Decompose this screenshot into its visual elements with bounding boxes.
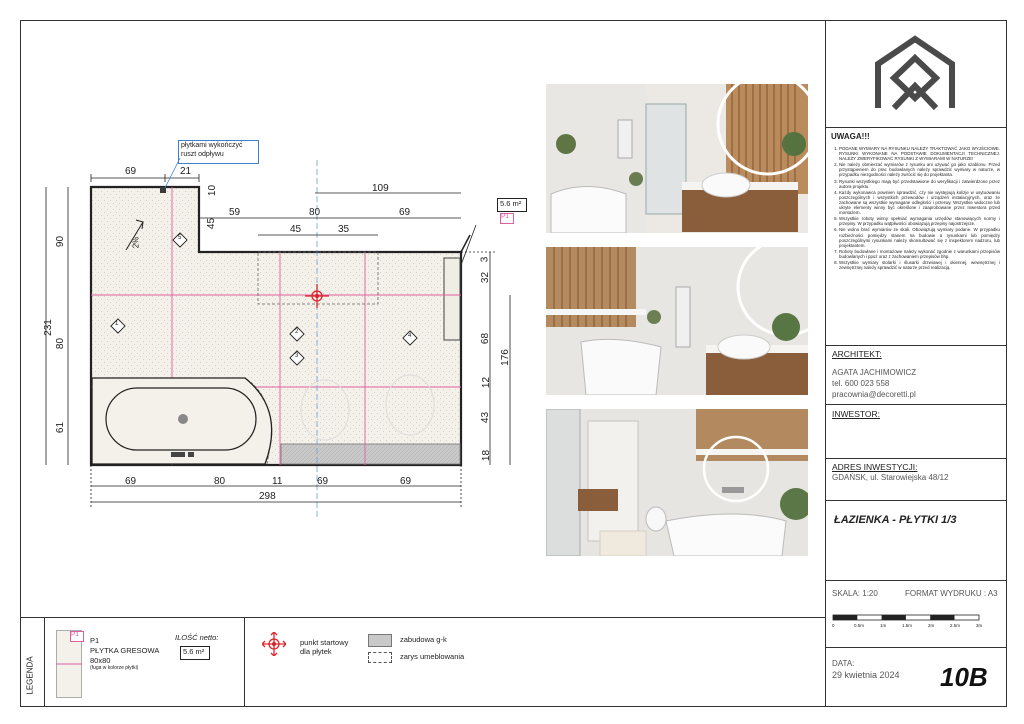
dim-label: 18	[481, 449, 493, 462]
dim-label: 21	[180, 166, 192, 177]
dim-label: 68	[480, 332, 492, 345]
titleblock-row-scale	[825, 580, 1007, 581]
note-item: 1. PODANE WYMIARY NA RYSUNKU NALEŻY TRAKTOWAĆ JAKO WYJŚCIOWE. RYSUNKI WYKONANE NA PODSTAWIE DOKUMENTACJI TECHNICZNEJ. NALEŻY ZWERYFIKOWAĆ RYSUNKI Z WYMIARAMI W NATURZE!	[839, 146, 1000, 161]
scale-tick: 3m	[976, 623, 983, 628]
legend-tile-code-2: P1	[90, 636, 100, 645]
scale-bar	[832, 614, 982, 622]
note-item: 4. Każdy wykonawca powinien sprawdzić, czy nie występują kolizje w usytuowaniu poszczególnych i wszystkich przewodów i urządzeń instalacyjnych, oraz że zachowane są wszystkie wymagane odległości i przerwy. Wszystkie widoczne lub ukryte elementy winny być określone i zaaprobowane przez Inwestora przed montażem.	[839, 190, 1000, 215]
dim-label: 32	[480, 271, 492, 284]
format-label: FORMAT WYDRUKU : A3	[905, 589, 998, 598]
dim-label: 69	[399, 207, 411, 218]
titleblock-row-title	[825, 500, 1007, 501]
dim-label: 90	[55, 235, 67, 248]
dim-label: 59	[229, 207, 241, 218]
dim-label: 69	[400, 476, 412, 487]
dim-label: 35	[338, 224, 350, 235]
address-label: ADRES INWESTYCJI:	[832, 462, 918, 472]
scale-tick: 1m	[880, 623, 887, 628]
legend-tile-code: P1	[71, 631, 79, 638]
callout-line-2: ruszt odpływu	[181, 151, 224, 158]
legend-section-divider	[244, 617, 245, 707]
titleblock-row-address	[825, 458, 1007, 459]
drawing-title: ŁAZIENKA - PŁYTKI 1/3	[834, 514, 957, 526]
dim-label: 231	[42, 319, 54, 336]
dim-label: 10	[207, 184, 219, 197]
titleblock-row-architect	[825, 345, 1007, 346]
legend-start-point-label-2: dla płytek	[300, 647, 332, 656]
note-item: 7. Roboty budowlane i montażowe należy wykonać zgodnie z warunkami przepisów budowlanych i ppoż oraz z zachowaniem przepisów bhp.	[839, 249, 1000, 259]
marker-number: 3	[295, 353, 299, 359]
area-tag: 5.6 m²	[500, 199, 522, 208]
address-value: GDAŃSK, ul. Starowiejska 48/12	[832, 473, 949, 482]
scale-label: SKALA: 1:20	[832, 589, 878, 598]
note-item: 2. Nie należy obmierzać wymiarów z rysunku ani używać go jako szablonu. Przed przystąpieniem do prac budowlanych należy sprawdzić wymiary w naturze, w przypadku niezgodności należy zwrócić się do projektanta.	[839, 162, 1000, 177]
slope-label: 2%	[131, 236, 141, 249]
scale-tick: 1.5m	[902, 623, 913, 628]
legend-start-point-icon	[262, 632, 286, 656]
tile-tag: P1	[501, 213, 509, 220]
dim-label: 109	[372, 183, 389, 194]
legend-furniture-label: zarys umeblowania	[400, 652, 465, 661]
note-item: 8. Wszystkie wymiary stolarki i ślusarki drzwiowej i okiennej, wewnętrznej i zewnętrznej należy sprawdzić w naturze przed realizacją.	[839, 260, 1000, 270]
note-item: 5. Wszystkie roboty winny spełniać wymagania urzędów stanowiących normy i przepisy. W przypadku wątpliwości obowiązują przepisy najostrzejsze.	[839, 216, 1000, 226]
marker-number: 1	[115, 321, 119, 327]
sheet-number: 10B	[940, 662, 988, 692]
legend-label-divider	[44, 617, 45, 707]
scale-tick: 0.5m	[854, 623, 865, 628]
dim-label: 11	[272, 476, 283, 487]
legend-tile-note: (fuga w kolorze płytki)	[90, 665, 139, 671]
architect-email: pracownia@decoretti.pl	[832, 390, 916, 399]
render-photo-3	[546, 409, 808, 556]
titleblock-row-date	[825, 647, 1007, 648]
drywall-strip	[281, 444, 460, 464]
note-item: 6. Nie wolno brać wymiarów ze skali. Obowiązują wymiary podane. W przypadku rozbieżności pomiędzy stanem na budowie a rysunkami lub pomiędzy poszczególnymi rysunkami należy skonsultować się z inspektorem nadzoru, lub projektantem.	[839, 227, 1000, 247]
dim-label: 61	[55, 421, 67, 434]
legend-start-point-label-1: punkt startowy	[300, 638, 349, 647]
architect-phone: tel. 600 023 558	[832, 379, 890, 388]
scale-tick: 2m	[928, 623, 935, 628]
titleblock-divider	[825, 20, 826, 707]
titleblock-row-logo	[825, 127, 1007, 128]
warning-title: UWAGA!!!	[831, 132, 870, 141]
dim-label: 43	[480, 411, 492, 424]
legend-drywall-swatch	[368, 634, 392, 647]
callout-line-1: płytkami wykończyć	[181, 142, 243, 149]
wall-niche	[444, 258, 460, 340]
dim-label: 80	[309, 207, 321, 218]
titleblock-row-investor	[825, 404, 1007, 405]
scale-tick: 0	[832, 623, 835, 628]
dim-label: 12	[481, 376, 493, 389]
architect-name: AGATA JACHIMOWICZ	[832, 368, 917, 377]
dim-label: 176	[499, 349, 511, 366]
dim-label: 80	[214, 476, 226, 487]
date-value: 29 kwietnia 2024	[832, 670, 900, 680]
legend-tile-name: PŁYTKA GRESOWA	[90, 646, 160, 655]
dim-label: 69	[317, 476, 329, 487]
dim-label: 69	[125, 166, 137, 177]
legend-side-label: LEGENDA	[25, 656, 35, 695]
scale-tick: 2.5m	[950, 623, 961, 628]
render-photo-2	[546, 247, 808, 395]
legend-tile-size: 80x80	[90, 656, 111, 665]
render-photo-1	[546, 84, 808, 233]
legend-drywall-label: zabudowa g-k	[400, 635, 447, 644]
company-logo	[872, 34, 958, 114]
dim-label: 3	[479, 256, 491, 263]
date-label: DATA:	[832, 659, 855, 668]
legend-quantity-label: ILOŚĆ netto:	[175, 633, 219, 642]
notes-list	[830, 146, 1000, 271]
investor-label: INWESTOR:	[832, 409, 881, 419]
marker-number: 2	[295, 329, 299, 335]
dim-label: 298	[259, 491, 276, 502]
marker-number: 5	[178, 235, 182, 241]
legend-top-border	[20, 617, 826, 618]
dim-label: 45	[206, 217, 218, 230]
dim-label: 69	[125, 476, 137, 487]
legend-furniture-swatch	[368, 652, 392, 663]
architect-label: ARCHITEKT:	[832, 349, 882, 359]
legend-quantity-value: 5.6 m²	[183, 647, 205, 656]
note-item: 3. Rysunki wszystkiego mają być przedstawione do weryfikacji i zatwierdzone przez autora projektu.	[839, 179, 1000, 189]
dim-label: 80	[55, 337, 67, 350]
dim-label: 45	[290, 224, 302, 235]
marker-number: 4	[408, 333, 412, 339]
